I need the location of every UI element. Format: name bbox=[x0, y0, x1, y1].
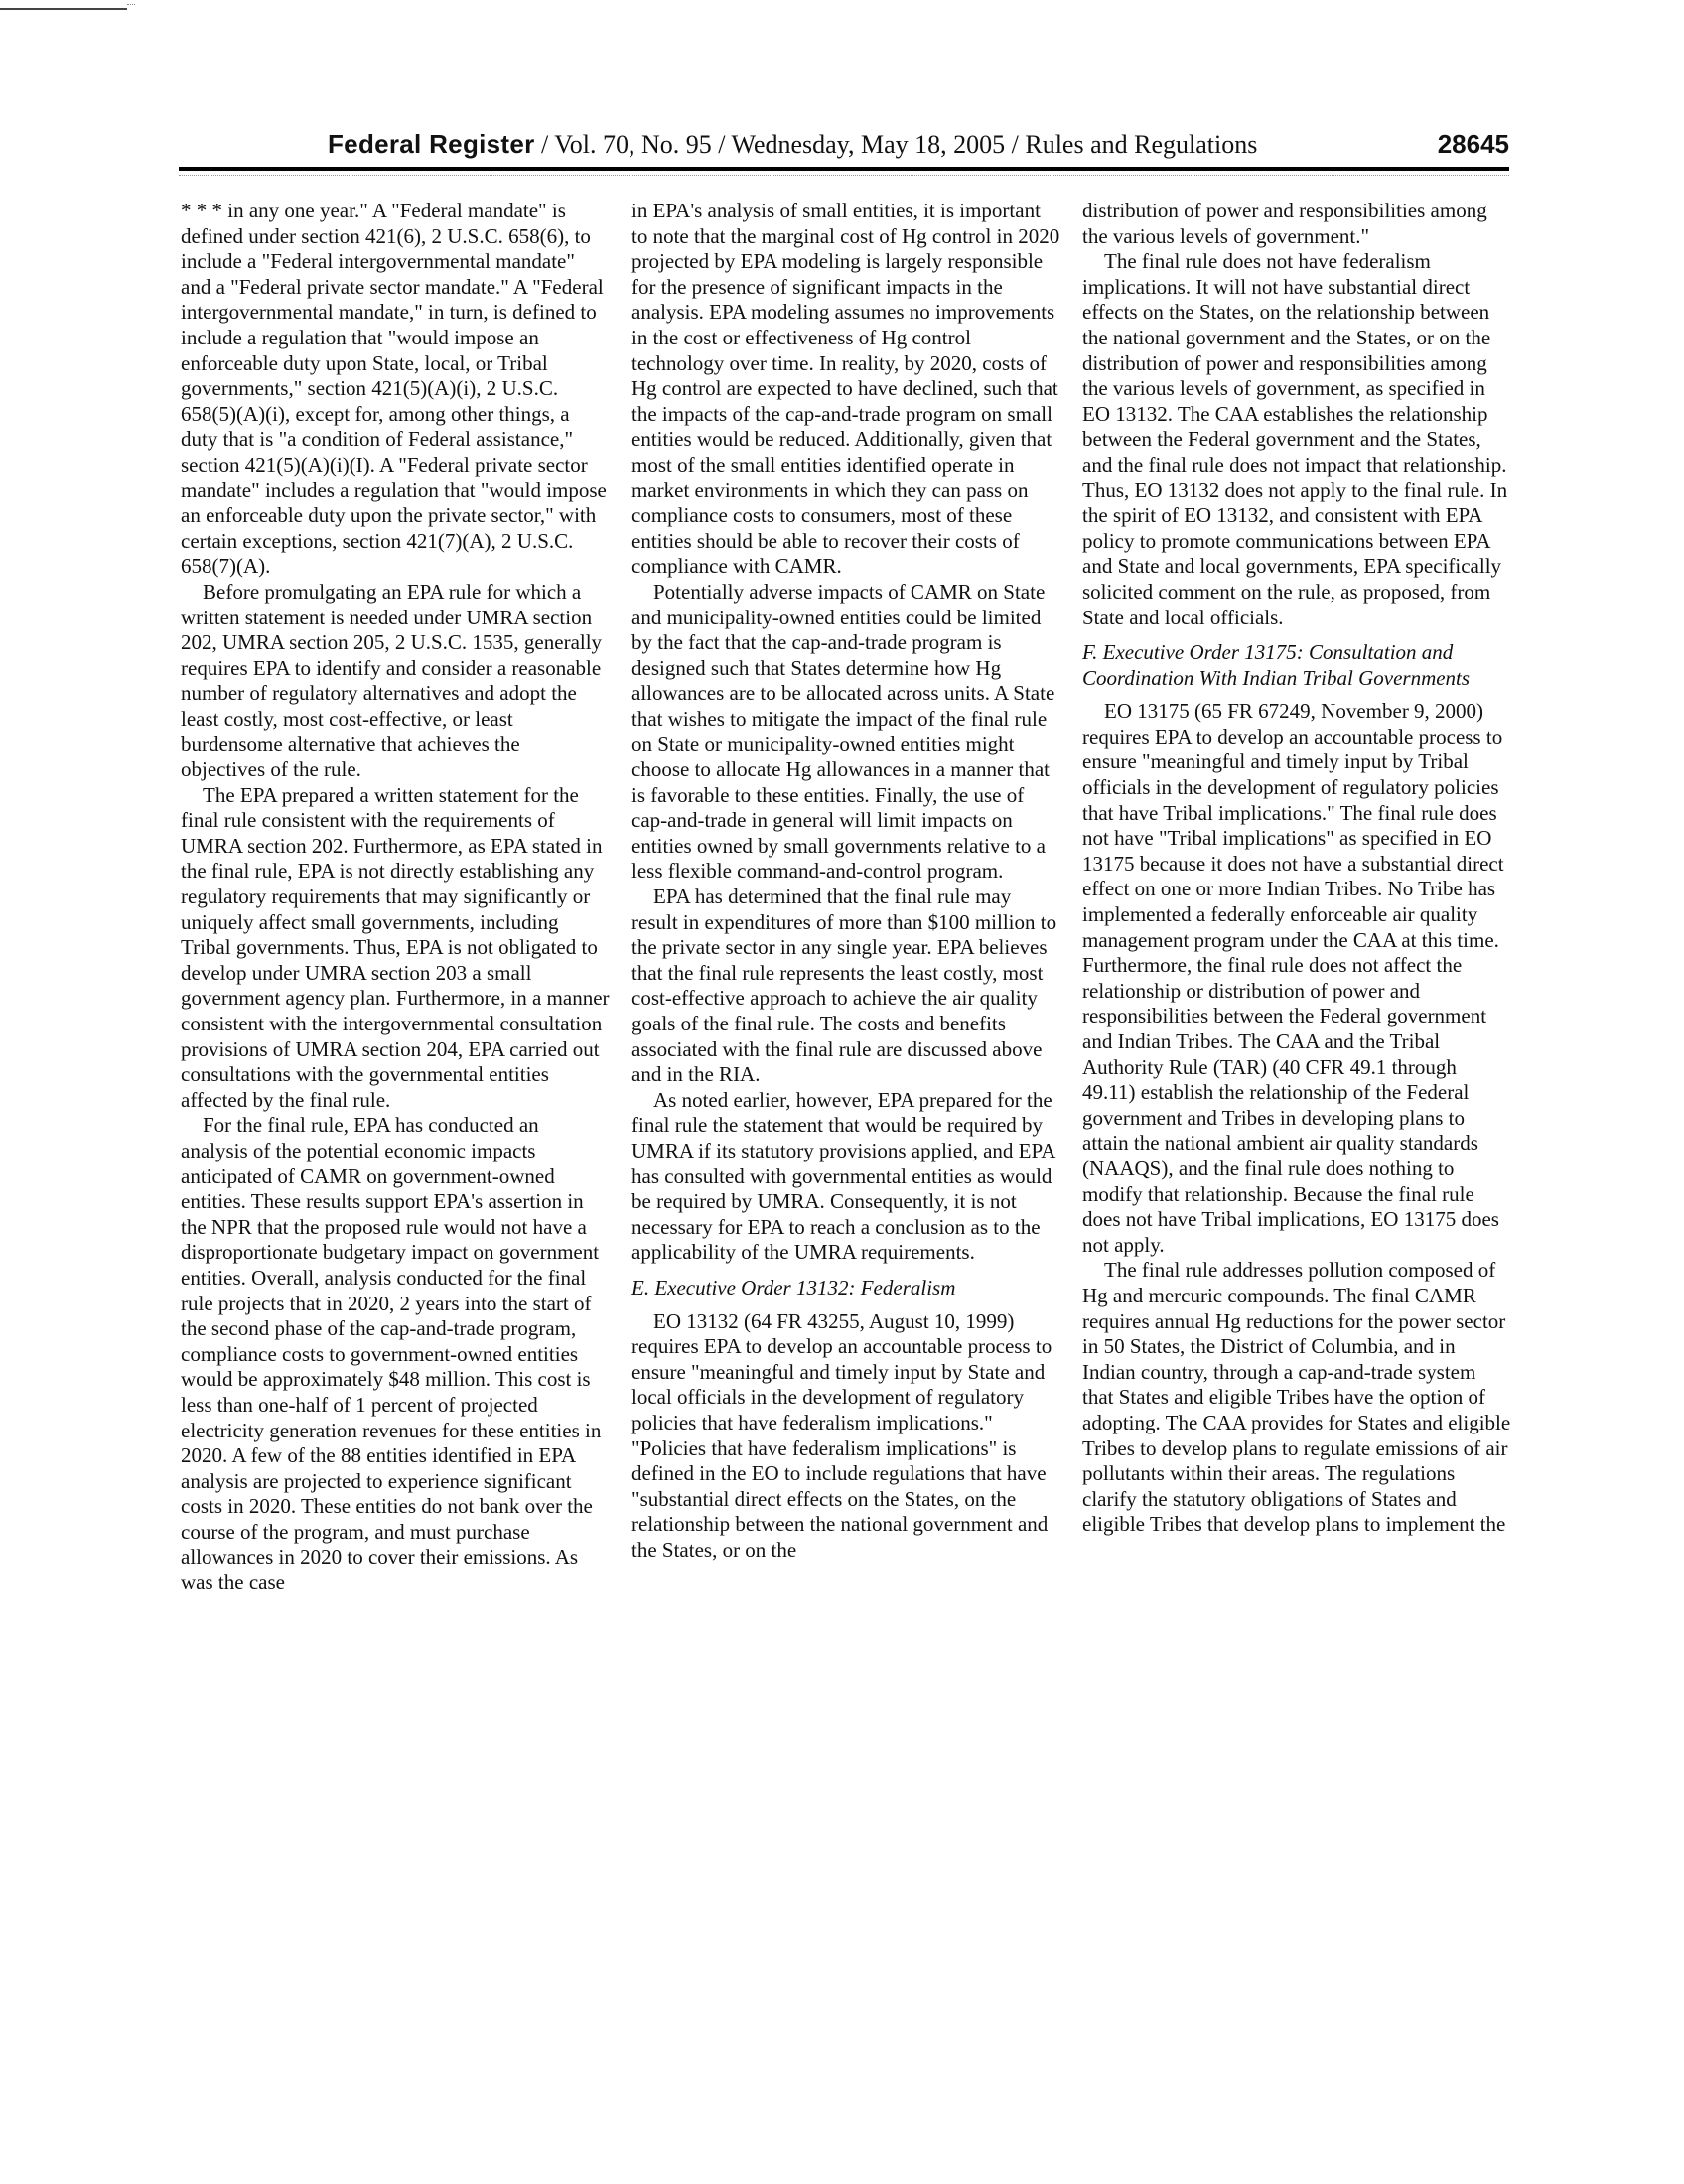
page-number: 28645 bbox=[1437, 129, 1509, 159]
paragraph: * * * in any one year." A "Federal mandate" is defined under section 421(6), 2 U.S.C. 658(6), to include a "Federal intergovernmental mandate" and a "Federal private sector mandate." A "Federal intergovernmental mandate," in turn, is defined to include a regulation that "would impose an enforceable duty upon State, local, or Tribal governments," section 421(5)(A)(i), 2 U.S.C. 658(5)(A)(i), except for, among other things, a duty that is "a condition of Federal assistance," section 421(5)(A)(i)(I). A "Federal private sector mandate" includes a regulation that "would impose an enforceable duty upon the private sector," with certain exceptions, section 421(7)(A), 2 U.S.C. 658(7)(A). bbox=[181, 199, 607, 579]
paragraph: EPA has determined that the final rule may result in expenditures of more than $100 million to the private sector in any single year. EPA believes that the final rule represents the least costly, most cost-effective approach to achieve the air quality goals of the final rule. The costs and benefits associated with the final rule are discussed above and in the RIA. bbox=[632, 885, 1057, 1087]
paragraph: The EPA prepared a written statement for the final rule consistent with the requirements of UMRA section 202. Furthermore, as EPA stated in the final rule, EPA is not directly establishing any regulatory requirements that may significantly or uniquely affect small governments, including Tribal governments. Thus, EPA is not obligated to develop under UMRA section 203 a small government agency plan. Furthermore, in a manner consistent with the intergovernmental consultation provisions of UMRA section 204, EPA carried out consultations with the governmental entities affected by the final rule. bbox=[181, 782, 610, 1112]
journal-name: Federal Register bbox=[328, 129, 535, 159]
text-columns bbox=[181, 199, 1511, 1985]
running-header bbox=[179, 129, 1509, 169]
paragraph: For the final rule, EPA has conducted an analysis of the potential economic impacts anticipated of CAMR on government-owned entities. These results support EPA's assertion in the NPR that the proposed rule would not have a disproportionate budgetary impact on government entities. Overall, analysis conducted for the final rule projects that in 2020, 2 years into the start of the second phase of the cap-and-trade program, compliance costs to government-owned entities would be approximately $48 million. This cost is less than one-half of 1 percent of projected electricity generation revenues for these entities in 2020. A few of the 88 entities identified in EPA analysis are projected to experience significant costs in 2020. These entities do not bank over the course of the program, and must purchase allowances in 2020 to cover their emissions. As was the case bbox=[181, 1113, 602, 1595]
paragraph: The final rule does not have federalism implications. It will not have substantial direct effects on the States, on the relationship between the national government and the States, or on the distribution of power and responsibilities among the various levels of government, as specified in EO 13132. The CAA establishes the relationship between the Federal government and the States, and the final rule does not impact that relationship. Thus, EO 13132 does not apply to the final rule. In the spirit of EO 13132, and consistent with EPA policy to promote communications between EPA and State and local governments, EPA specifically solicited comment on the rule, as proposed, from State and local officials. bbox=[1082, 249, 1508, 629]
header-rule bbox=[179, 167, 1509, 171]
column-1 bbox=[181, 199, 610, 1985]
scan-corner-rule bbox=[0, 8, 127, 10]
paragraph: Potentially adverse impacts of CAMR on State and municipality-owned entities could be limited by the fact that the cap-and-trade program is designed such that States determine how Hg allowances are to be allocated across units. A State that wishes to mitigate the impact of the final rule on State or municipality-owned entities might choose to allocate Hg allowances in a manner that is favorable to these entities. Finally, the use of cap-and-trade in general will limit impacts on entities owned by small governments relative to a less flexible command-and-control program. bbox=[632, 579, 1055, 884]
paragraph: The final rule addresses pollution composed of Hg and mercuric compounds. The final CAMR requires annual Hg reductions for the power sector in 50 States, the District of Columbia, and in Indian country, through a cap-and-trade system that States and eligible Tribes have the option of adopting. The CAA provides for States and eligible Tribes to develop plans to regulate emissions of air pollutants within their areas. The regulations clarify the statutory obligations of States and eligible Tribes that develop plans to implement the bbox=[1082, 1258, 1511, 1537]
column-2 bbox=[632, 199, 1060, 1985]
header-citation bbox=[328, 129, 1257, 160]
issue-info: / Vol. 70, No. 95 / Wednesday, May 18, 2005 / Rules and Regulations bbox=[534, 130, 1258, 159]
paragraph: As noted earlier, however, EPA prepared for the final rule the statement that would be required by UMRA if its statutory provisions applied, and EPA has consulted with governmental entities as would be required by UMRA. Consequently, it is not necessary for EPA to reach a conclusion as to the applicability of the UMRA requirements. bbox=[632, 1087, 1055, 1265]
header-rule-dotted bbox=[179, 175, 1509, 176]
scan-corner-mark bbox=[127, 4, 135, 13]
paragraph: EO 13132 (64 FR 43255, August 10, 1999) requires EPA to develop an accountable process to ensure "meaningful and timely input by State and local officials in the development of regulatory policies that have federalism implications." "Policies that have federalism implications" is defined in the EO to include regulations that have "substantial direct effects on the States, on the relationship between the national government and the States, or on the bbox=[632, 1308, 1052, 1562]
column-3 bbox=[1082, 199, 1511, 1985]
paragraph: distribution of power and responsibilities among the various levels of government." bbox=[1082, 199, 1487, 248]
paragraph: EO 13175 (65 FR 67249, November 9, 2000) requires EPA to develop an accountable process to ensure "meaningful and timely input by Tribal officials in the development of regulatory policies that have Tribal implications." The final rule does not have "Tribal implications" as specified in EO 13175 because it does not have a substantial direct effect on one or more Indian Tribes. No Tribe has implemented a federally enforceable air quality management program under the CAA at this time. Furthermore, the final rule does not affect the relationship or distribution of power and responsibilities between the Federal government and Indian Tribes. The CAA and the Tribal Authority Rule (TAR) (40 CFR 49.1 through 49.11) establish the relationship of the Federal government and Tribes in developing plans to attain the national ambient air quality standards (NAAQS), and the final rule does nothing to modify that relationship. Because the final rule does not have Tribal implications, EO 13175 does not apply. bbox=[1082, 699, 1504, 1257]
paragraph: Before promulgating an EPA rule for which a written statement is needed under UMRA section 202, UMRA section 205, 2 U.S.C. 1535, generally requires EPA to identify and consider a reasonable number of regulatory alternatives and adopt the least costly, most cost-effective, or least burdensome alternative that achieves the objectives of the rule. bbox=[181, 579, 603, 782]
section-heading-f: F. Executive Order 13175: Consultation and Coordination With Indian Tribal Governments bbox=[1082, 640, 1471, 690]
paragraph: in EPA's analysis of small entities, it is important to note that the marginal cost of Hg control in 2020 projected by EPA modeling is largely responsible for the presence of significant impacts in the analysis. EPA modeling assumes no improvements in the cost or effectiveness of Hg control technology over time. In reality, by 2020, costs of Hg control are expected to have declined, such that the impacts of the cap-and-trade program on small entities would be reduced. Additionally, given that most of the small entities identified operate in market environments in which they can pass on compliance costs to consumers, most of these entities should be able to recover their costs of compliance with CAMR. bbox=[632, 199, 1060, 579]
section-heading-e: E. Executive Order 13132: Federalism bbox=[632, 1275, 956, 1299]
